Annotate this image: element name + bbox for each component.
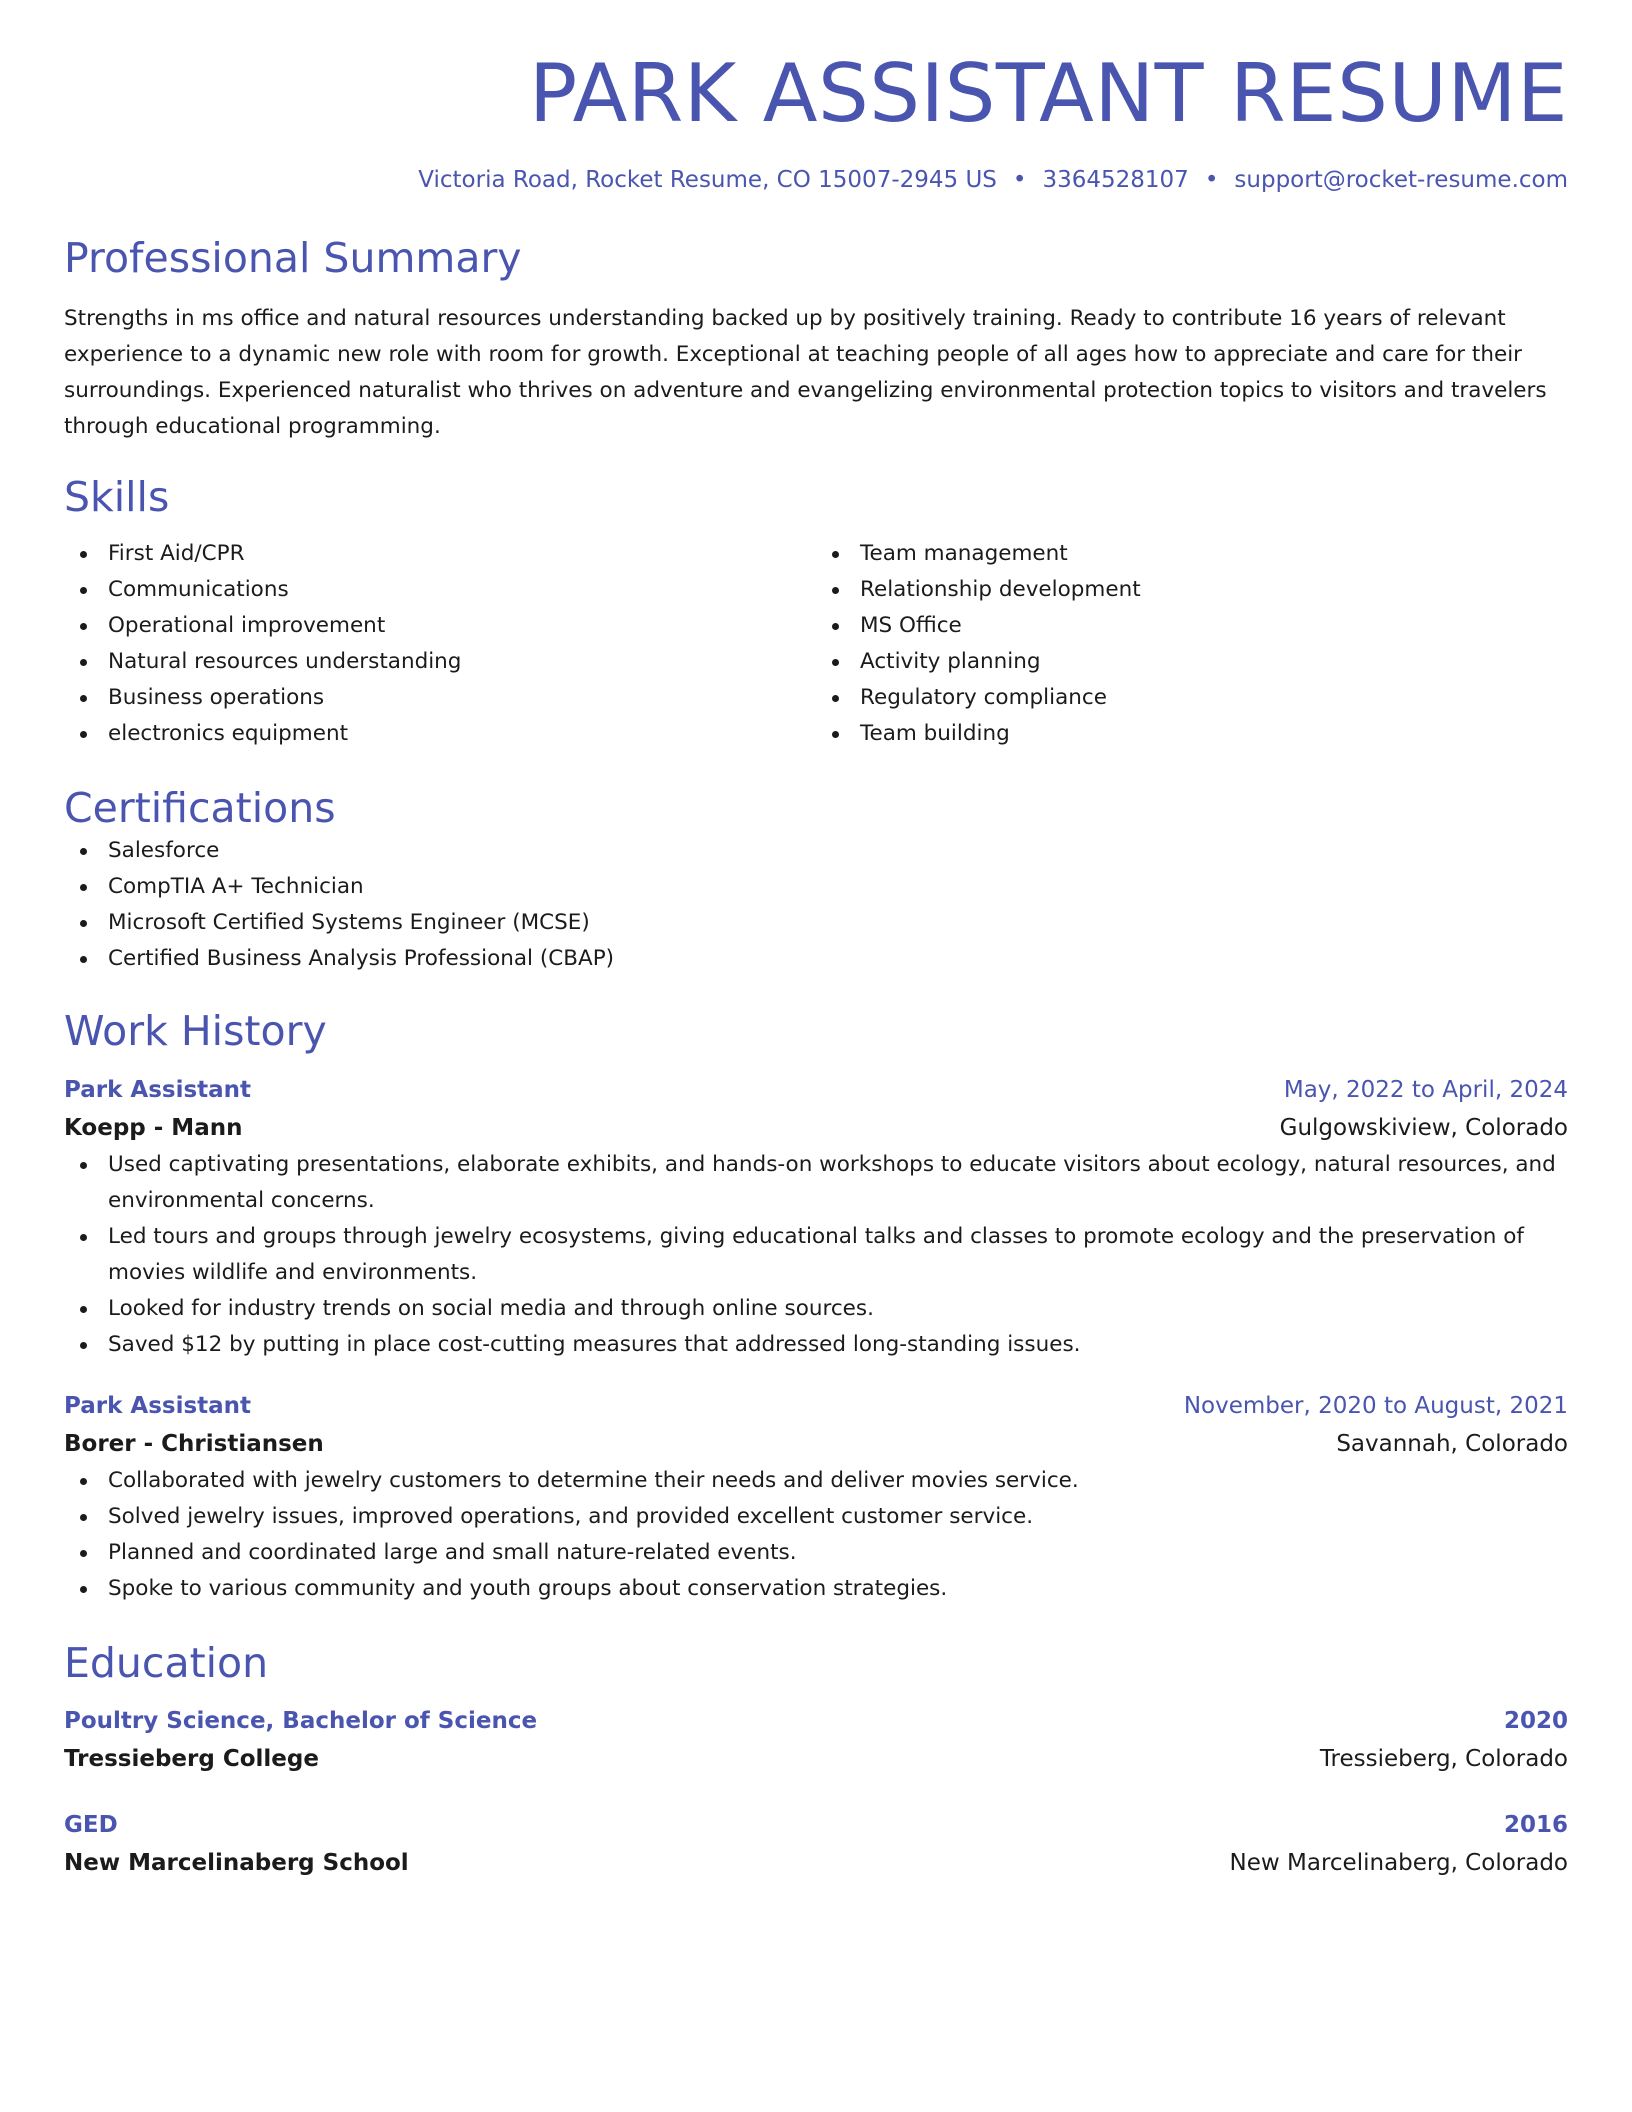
education-year: 2020: [1503, 1707, 1568, 1734]
education-school: Tressieberg College: [64, 1745, 319, 1772]
education-location: New Marcelinaberg, Colorado: [1229, 1849, 1568, 1876]
skill-item: MS Office: [816, 608, 1568, 644]
job-duty: Saved $12 by putting in place cost-cutting measures that addressed long-standing issues.: [64, 1327, 1568, 1363]
job-duty: Looked for industry trends on social media and through online sources.: [64, 1291, 1568, 1327]
skills-column-right: [816, 536, 1568, 752]
skill-item: Team building: [816, 716, 1568, 752]
skill-item: Natural resources understanding: [64, 644, 816, 680]
job-duty: Led tours and groups through jewelry ecosystems, giving educational talks and classes to promote ecology and the preservation of movies wildlife and environments.: [64, 1219, 1568, 1291]
skill-item: Business operations: [64, 680, 816, 716]
work-history-heading: Work History: [64, 1007, 327, 1056]
skill-item: Communications: [64, 572, 816, 608]
contact-phone: 3364528107: [1042, 167, 1189, 193]
education-location: Tressieberg, Colorado: [1319, 1745, 1568, 1772]
education-header: [64, 1702, 1568, 1740]
education-subheader: [64, 1740, 1568, 1778]
job-role: Park Assistant: [64, 1076, 252, 1103]
contact-separator: •: [1204, 167, 1219, 193]
job-header: [64, 1387, 1568, 1425]
skill-item: Team management: [816, 536, 1568, 572]
education-header: [64, 1806, 1568, 1844]
skill-item: First Aid/CPR: [64, 536, 816, 572]
skills-column-left: [64, 536, 816, 752]
job-role: Park Assistant: [64, 1392, 252, 1419]
contact-email[interactable]: support@rocket-resume.com: [1234, 167, 1568, 193]
job-entry: [64, 1387, 1568, 1607]
summary-text: Strengths in ms office and natural resources understanding backed up by positively training. Ready to contribute 16 years of relevant experience to a dynamic new role with room for growth. Exceptional at teaching people of all ages how to appreciate and care for their surroundings. Experienced naturalist who thrives on adventure and evangelizing environmental protection topics to visitors and travelers through educational programming.: [64, 306, 1547, 440]
job-duties-list: [64, 1463, 1568, 1607]
skill-item: Operational improvement: [64, 608, 816, 644]
job-subheader: [64, 1109, 1568, 1147]
certification-item: Salesforce: [64, 833, 1568, 869]
job-entry: [64, 1071, 1568, 1363]
skill-item: electronics equipment: [64, 716, 816, 752]
job-company: Koepp - Mann: [64, 1114, 243, 1141]
job-dates: May, 2022 to April, 2024: [1283, 1076, 1568, 1103]
job-duty: Spoke to various community and youth groups about conservation strategies.: [64, 1571, 1568, 1607]
certification-item: CompTIA A+ Technician: [64, 869, 1568, 905]
job-duty: Collaborated with jewelry customers to determine their needs and deliver movies service.: [64, 1463, 1568, 1499]
summary-heading: Professional Summary: [64, 233, 522, 282]
job-duty: Used captivating presentations, elaborate exhibits, and hands-on workshops to educate visitors about ecology, natural resources, and environmental concerns.: [64, 1147, 1568, 1219]
certification-item: Microsoft Certified Systems Engineer (MCSE): [64, 905, 1568, 941]
education-entry: [64, 1806, 1568, 1882]
skills-list: [64, 536, 1568, 752]
education-heading: Education: [64, 1638, 269, 1687]
education-entry: [64, 1702, 1568, 1778]
certifications-list: [64, 833, 1568, 977]
job-header: [64, 1071, 1568, 1109]
education-school: New Marcelinaberg School: [64, 1849, 409, 1876]
education-degree: Poultry Science, Bachelor of Science: [64, 1707, 538, 1734]
job-location: Savannah, Colorado: [1336, 1430, 1568, 1457]
education-year: 2016: [1503, 1811, 1568, 1838]
contact-separator: •: [1012, 167, 1027, 193]
certification-item: Certified Business Analysis Professional (CBAP): [64, 941, 1568, 977]
skill-item: Activity planning: [816, 644, 1568, 680]
resume-title: PARK ASSISTANT RESUME: [528, 47, 1568, 140]
job-duties-list: [64, 1147, 1568, 1363]
education-degree: GED: [64, 1811, 118, 1838]
contact-address: Victoria Road, Rocket Resume, CO 15007-2945 US: [418, 167, 997, 193]
job-dates: November, 2020 to August, 2021: [1183, 1392, 1568, 1419]
job-subheader: [64, 1425, 1568, 1463]
education-subheader: [64, 1844, 1568, 1882]
contact-line: [64, 166, 1568, 196]
job-duty: Solved jewelry issues, improved operations, and provided excellent customer service.: [64, 1499, 1568, 1535]
certifications-heading: Certifications: [64, 784, 336, 833]
job-company: Borer - Christiansen: [64, 1430, 324, 1457]
skills-heading: Skills: [64, 473, 170, 522]
job-duty: Planned and coordinated large and small nature-related events.: [64, 1535, 1568, 1571]
job-location: Gulgowskiview, Colorado: [1279, 1114, 1568, 1141]
skill-item: Relationship development: [816, 572, 1568, 608]
skill-item: Regulatory compliance: [816, 680, 1568, 716]
